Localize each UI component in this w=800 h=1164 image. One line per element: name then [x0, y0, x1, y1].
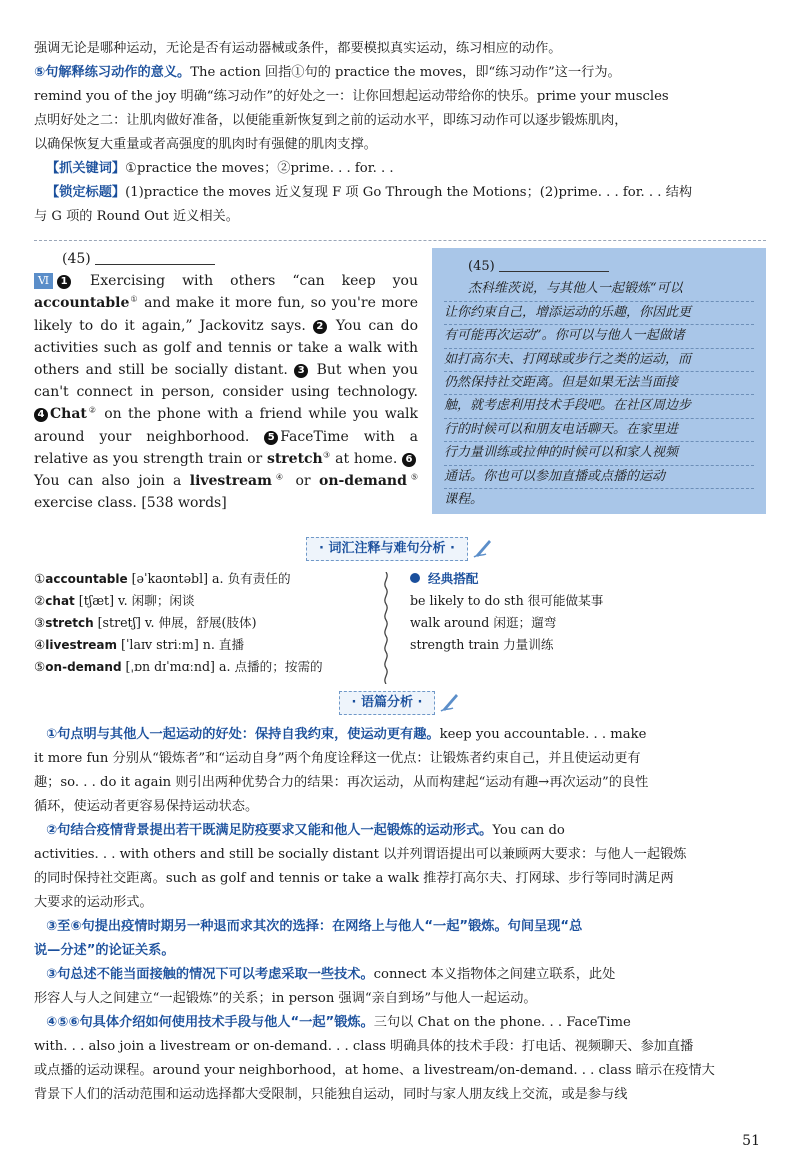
analysis-line: remind you of the joy 明确“练习动作”的好处之一：让你回想起运动带给你的快乐。prime your muscles — [34, 89, 669, 104]
vocab-list — [34, 568, 374, 678]
vocab-section-title: · 词汇注释与难句分析 · — [0, 536, 800, 561]
collocation-list — [410, 568, 760, 656]
translation-number: (45) — [444, 256, 754, 278]
translation-line: 通话。你也可以参加直播或点播的运动 — [444, 466, 754, 489]
translation-line: 有可能再次运动”。你可以与他人一起做诸 — [444, 325, 754, 348]
analysis-paragraph: ④⑤⑥句具体介绍如何使用技术手段与他人“一起”锻炼。三句以 Chat on the phone. . . FaceTime — [46, 1015, 631, 1030]
analysis-line: 背景下人们的活动范围和运动选择都大受限制，只能独自运动，同时与家人朋友线上交流，或是参与线 — [34, 1087, 628, 1102]
translation-line: 课程。 — [444, 492, 484, 508]
answer-blank[interactable] — [95, 250, 215, 265]
word-count: [538 words] — [141, 495, 227, 512]
page-number: 51 — [742, 1133, 760, 1149]
vocab-word: on-demand — [318, 473, 407, 490]
keywords-line: 【抓关键词】①practice the moves；②prime. . . for. . . — [46, 161, 394, 176]
translation-blank — [499, 257, 609, 272]
divider — [34, 240, 766, 241]
analysis-paragraph: ③句总述不能当面接触的情况下可以考虑采取一些技术。connect 本义指物体之间建立联系，此处 — [46, 967, 616, 982]
analysis-line: 或点播的运动课程。around your neighborhood，at home、a livestream/on-demand. . . class 暗示在疫情大 — [34, 1063, 715, 1078]
analysis-line: 点明好处之二：让肌肉做好准备，以便能重新恢复到之前的运动水平，即练习动作可以逐步锻炼肌肉， — [34, 113, 628, 128]
vocab-word: Chat — [50, 406, 87, 423]
sentence5-heading: ⑤句解释练习动作的意义。 — [34, 65, 191, 80]
sentence-number: 1 — [57, 275, 71, 289]
pen-icon — [472, 536, 494, 558]
analysis-line: activities. . . with others and still be socially distant 以并列谓语提出可以兼顾两大要求：与他人一起锻炼 — [34, 847, 687, 862]
vocab-word: stretch — [266, 450, 323, 467]
analysis-paragraph: ①句点明与其他人一起运动的好处：保持自我约束，使运动更有趣。keep you accountable. . . make — [46, 727, 647, 742]
sentence-number: 4 — [34, 408, 48, 422]
analysis-line: 说—分述”的论证关系。 — [34, 943, 175, 958]
analysis-paragraph: ②句结合疫情背景提出若干既满足防疫要求又能和他人一起锻炼的运动形式。You can do — [46, 823, 565, 838]
continued-analysis-line: 强调无论是哪种运动，无论是否有运动器械或条件，都要模拟真实运动，练习相应的动作。 — [34, 41, 562, 56]
translation-line: 仍然保持社交距离。但是如果无法当面接 — [444, 372, 754, 395]
analysis-line: 循环，使运动者更容易保持运动状态。 — [34, 799, 259, 814]
bullet-icon — [410, 573, 420, 583]
keywords-label: 【抓关键词】 — [46, 161, 126, 176]
sentence-number: 6 — [402, 453, 416, 467]
answer-blank-line: (45) — [34, 248, 418, 270]
analysis-section-title: · 语篇分析 · — [0, 690, 800, 715]
vocab-item: ③stretch [stretʃ] v. 伸展，舒展(肢体) — [34, 615, 257, 630]
translation-box — [432, 248, 766, 514]
sentence5-analysis: ⑤句解释练习动作的意义。The action 回指①句的 practice the moves，即“练习动作”这一行为。 — [34, 65, 621, 80]
passage-paragraph — [34, 248, 418, 514]
vocab-item: ⑤on-demand [ˌɒn dɪˈmɑːnd] a. 点播的；按需的 — [34, 659, 323, 674]
translation-line: 行力量训练或拉伸的时候可以和家人视频 — [444, 442, 754, 465]
title-lock-line: 【锁定标题】(1)practice the moves 近义复现 F 项 Go Through the Motions；(2)prime. . . for. . . 结构 — [46, 185, 693, 200]
sentence-number: 3 — [294, 364, 308, 378]
collocation-item: strength train 力量训练 — [410, 637, 554, 652]
paragraph-marker: Ⅵ — [34, 273, 53, 289]
collocation-item: be likely to do sth 很可能做某事 — [410, 593, 604, 608]
translation-line: 如打高尔夫、打网球或步行之类的运动，而 — [444, 349, 754, 372]
translation-line: 行的时候可以和朋友电话聊天。在家里进 — [444, 419, 754, 442]
analysis-paragraph: ③至⑥句提出疫情时期另一种退而求其次的选择：在网络上与他人“一起”锻炼。句间呈现“总 — [46, 919, 583, 934]
analysis-line: 趣；so. . . do it again 则引出两种优势合力的结果：再次运动，从而构建起“运动有趣→再次运动”的良性 — [34, 775, 649, 790]
analysis-line: 的同时保持社交距离。such as golf and tennis or take a walk 推荐打高尔夫、打网球、步行等同时满足两 — [34, 871, 674, 886]
vocab-item: ①accountable [əˈkaʊntəbl] a. 负有责任的 — [34, 571, 291, 586]
title-lock-line2: 与 G 项的 Round Out 近义相关。 — [34, 209, 239, 224]
chain-divider-icon — [381, 572, 391, 684]
passage-text: Ⅵ 1 Exercising with others “can keep you accountable① and make it more fun, so you're more likely to do it again,” Jackovitz says. 2 You can do activities such as golf and tennis or take a walk with others and still be socially distant. 3 But when you can't connect in person, consider using technology. 4 Chat② on the phone with a friend while you walk around your neighborhood. 5 FaceTime with a relative as you strength train or stretch③ at home. 6 You can also join a livestream④ or on-demand⑤ exercise class. [538 words] — [34, 273, 419, 512]
analysis-line: 以确保恢复大重量或者高强度的肌肉时有强健的肌肉支撑。 — [34, 137, 377, 152]
vocab-word: accountable — [34, 295, 130, 312]
collocation-heading: 经典搭配 — [410, 568, 760, 590]
pen-icon — [439, 690, 461, 712]
collocation-item: walk around 闲逛；遛弯 — [410, 615, 557, 630]
vocab-item: ④livestream [ˈlaɪv striːm] n. 直播 — [34, 637, 245, 652]
title-lock-label: 【锁定标题】 — [46, 185, 126, 200]
translation-line: 让你约束自己，增添运动的乐趣，你因此更 — [444, 302, 754, 325]
vocab-item: ②chat [tʃæt] v. 闲聊；闲谈 — [34, 593, 195, 608]
analysis-line: with. . . also join a livestream or on-demand. . . class 明确具体的技术手段：打电话、视频聊天、参加直播 — [34, 1039, 694, 1054]
sentence-number: 2 — [313, 320, 327, 334]
sentence-number: 5 — [264, 431, 278, 445]
analysis-line: it more fun 分别从“锻炼者”和“运动自身”两个角度诠释这一优点：让锻炼者约束自己，并且使运动更有 — [34, 751, 641, 766]
translation-line: 触，就考虑利用技术手段吧。在社区周边步 — [444, 395, 754, 418]
analysis-line: 形容人与人之间建立“一起锻炼”的关系；in person 强调“亲自到场”与他人一起运动。 — [34, 991, 537, 1006]
analysis-line: 大要求的运动形式。 — [34, 895, 153, 910]
translation-line: 杰科维茨说，与其他人一起锻炼“可以 — [444, 278, 754, 301]
vocab-word: livestream — [189, 473, 272, 490]
